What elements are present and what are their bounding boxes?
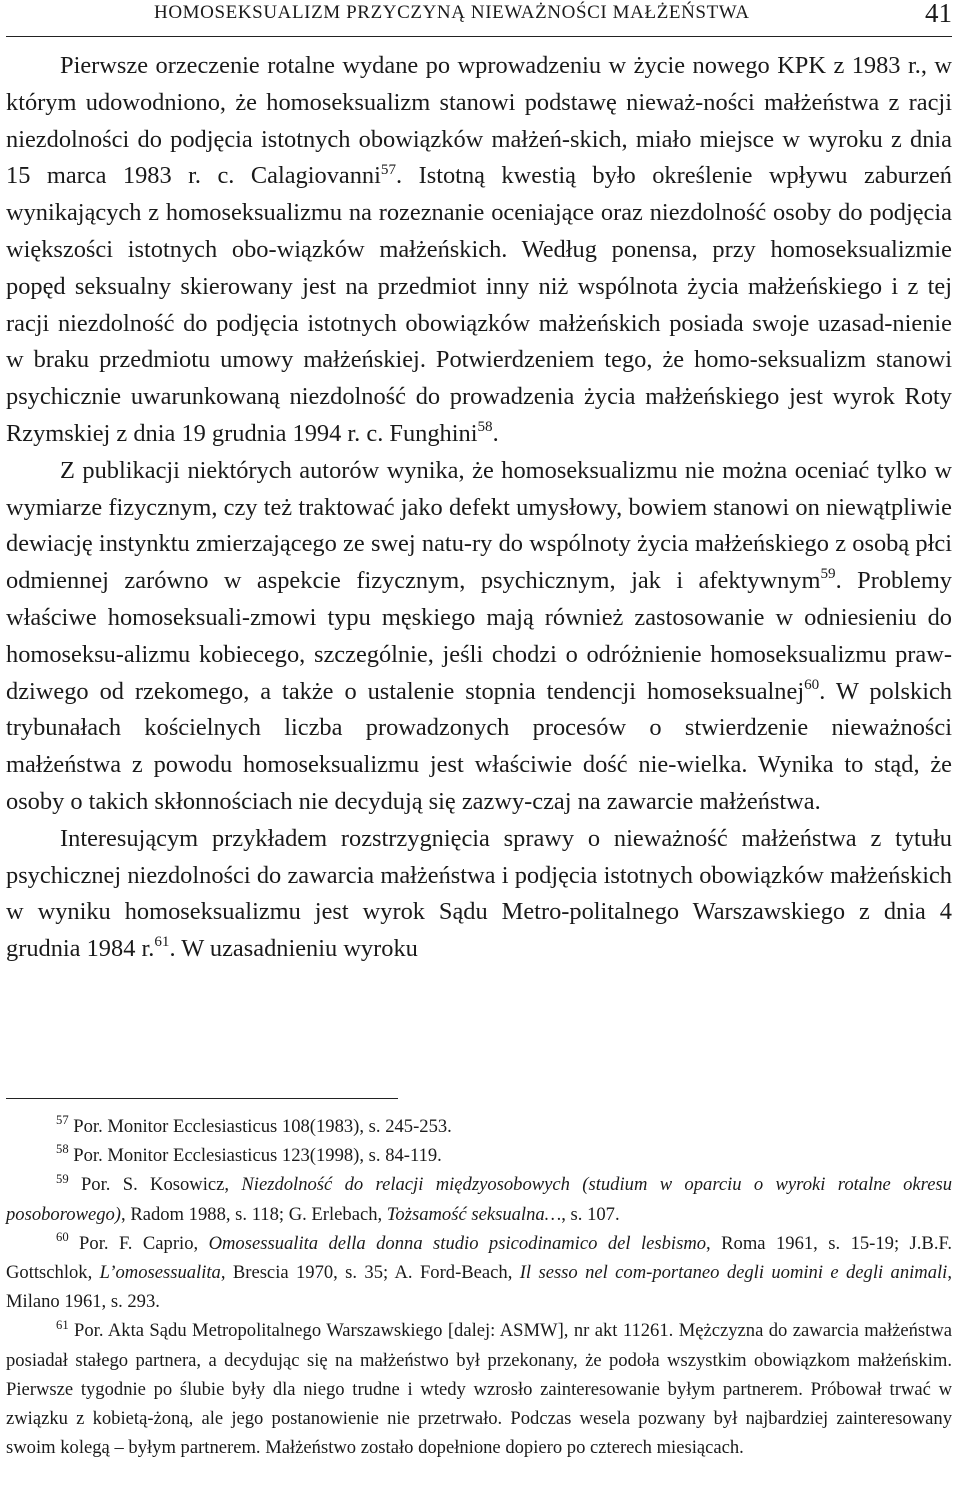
footnote-text: , Roma 1961, s. 15-19; J.B.F. Gottschlok, [6, 1232, 952, 1284]
footnote-61 [6, 1316, 952, 1462]
footnote-text: , Brescia 1970, s. 35; A. Ford-Beach, [220, 1262, 520, 1284]
footnote-text: , s. 107. [561, 1203, 620, 1225]
page-number: 41 [925, 0, 952, 28]
footnote-text: , Milano 1961, s. 293. [6, 1262, 952, 1313]
footnote-ref-59[interactable]: 59 [820, 566, 836, 583]
main-text [6, 48, 952, 968]
paragraph-text: Interesującym przykładem rozstrzygnięcia sprawy o nieważność małżeństwa z tytułu psychicznej niezdolności do zawarcia małżeństwa i podjęcia istotnych obowiązków małżeńskich w wyniku homoseksualizmu jest wyrok Sądu Metro-politalnego Warszawskiego z dnia 4 grudnia 1984 r. [6, 824, 952, 963]
footnote-58 [6, 1141, 952, 1170]
cited-title: Il sesso nel com-portaneo degli uomini e degli animali [519, 1262, 948, 1284]
footnote-number: 61 [56, 1317, 69, 1332]
footnote-text: Por. F. Caprio, [68, 1232, 209, 1254]
paragraph-text: . Problemy właściwe homoseksuali-zmowi typu męskiego mają również zastosowanie w odniesieniu do homoseksu-alizmu kobiecego, szczególnie, jeśli chodzi o odróżnienie homoseksualizmu praw-dziwego od rzekomego, a także o ustalenie stopnia tendencji homoseksualnej [6, 567, 952, 705]
running-title: HOMOSEKSUALIZM PRZYCZYNĄ NIEWAŻNOŚCI MAŁŻEŃSTWA [154, 2, 750, 23]
footnote-60 [6, 1229, 952, 1317]
footnote-59 [6, 1170, 952, 1228]
cited-title: Niezdolność do relacji międzyosobowych (studium w oparciu o wyroki rotalne okresu posoborowego) [6, 1174, 952, 1225]
footnote-number: 60 [56, 1230, 69, 1244]
paragraph-text: . [492, 419, 499, 447]
paragraph-2 [6, 453, 952, 821]
paragraph-text: Z publikacji niektórych autorów wynika, że homoseksualizmu nie można oceniać tylko w wymiarze fizycznym, czy też traktować jako defekt umysłowy, bowiem stanowi on niewątpliwie dewiację instynktu zmierzającego ze swej natu-ry do wspólnoty życia małżeńskiego z osobą płci odmiennej zarówno w aspekcie fizycznym, psychicznym, jak i afektywnym [6, 456, 952, 595]
footnote-ref-57[interactable]: 57 [380, 161, 397, 178]
footnote-text: , Radom 1988, s. 118; G. Erlebach, [121, 1203, 387, 1225]
paragraph-1 [6, 48, 952, 453]
footnote-ref-58[interactable]: 58 [477, 419, 493, 436]
paragraph-text: . W uzasadnieniu wyroku [169, 935, 418, 963]
footnote-text: Por. Akta Sądu Metropolitalnego Warszawskiego [dalej: ASMW], nr akt 11261. Mężczyzna do zawarcia małżeństwa posiadał stałego partnera, a decydując się na małżeństwo był przekonany, że podoła wszystkim obowiązkom małżeńskim. Pierwsze tygodnie po ślubie były dla niego trudne i wtedy wzrosło zainteresowanie byłym partnerem. Próbował trwać w związku z kobietą-żoną, ale jego postanowienie nie przetrwało. Podczas wesela pozwany był najbardziej zainteresowany swoim kolegą – byłym partnerem. Małżeństwo zostało dopełnione dopiero po czterech miesiącach. [6, 1320, 952, 1459]
footnotes [6, 1112, 952, 1462]
cited-title: L’omosessualita [99, 1262, 221, 1284]
paragraph-text: Pierwsze orzeczenie rotalne wydane po wprowadzeniu w życie nowego KPK z 1983 r., w którym udowodniono, że homoseksualizm stanowi podstawę nieważ-ności małżeństwa z racji niezdolności do podjęcia istotnych obowiązków małżeń-skich, miało miejsce w wyroku z dnia 15 marca 1983 r. c. Calagiovanni [6, 52, 952, 190]
footnote-57 [6, 1112, 952, 1141]
paragraph-text: . Istotną kwestią było określenie wpływu zaburzeń wynikających z homoseksualizmu na rozeznanie oceniające oraz niezdolność osoby do podjęcia większości istotnych obo-wiązków małżeńskich. Według ponensa, przy homoseksualizmie popęd seksualny skierowany jest na przedmiot inny niż wspólnota życia małżeńskiego i z tej racji niezdolność do podjęcia istotnych obowiązków małżeńskich posiada swoje uzasad-nienie w braku przedmiotu umowy małżeńskiej. Potwierdzeniem tego, że homo-seksualizm stanowi psychicznie uwarunkowaną niezdolność do prowadzenia życia małżeńskiego jest wyrok Roty Rzymskiej z dnia 19 grudnia 1994 r. c. Funghini [6, 162, 952, 447]
footnote-number: 58 [56, 1142, 69, 1157]
footnote-number: 59 [56, 1171, 69, 1186]
cited-title: Omosessualita della donna studio psicodinamico del lesbismo [208, 1232, 707, 1254]
footnote-separator [6, 1098, 398, 1099]
footnote-number: 57 [56, 1113, 69, 1128]
footnote-text: Por. Monitor Ecclesiasticus 123(1998), s. 84-119. [68, 1145, 442, 1167]
paragraph-text: . W polskich trybunałach kościelnych liczba prowadzonych procesów o stwierdzenie nieważności małżeństwa z powodu homoseksualizmu jest właściwie dość nie-wielka. Wynika to stąd, że osoby o takich skłonnościach nie decydują się zazwy-czaj na zawarcie małżeństwa. [6, 677, 952, 815]
footnote-text: Por. S. Kosowicz, [68, 1174, 242, 1196]
running-header [6, 0, 952, 37]
footnote-ref-60[interactable]: 60 [804, 676, 820, 693]
paragraph-3 [6, 821, 952, 968]
footnote-text: Por. Monitor Ecclesiasticus 108(1983), s. 245-253. [68, 1116, 452, 1137]
footnote-ref-61[interactable]: 61 [154, 934, 170, 951]
cited-title: Tożsamość seksualna… [386, 1203, 562, 1225]
